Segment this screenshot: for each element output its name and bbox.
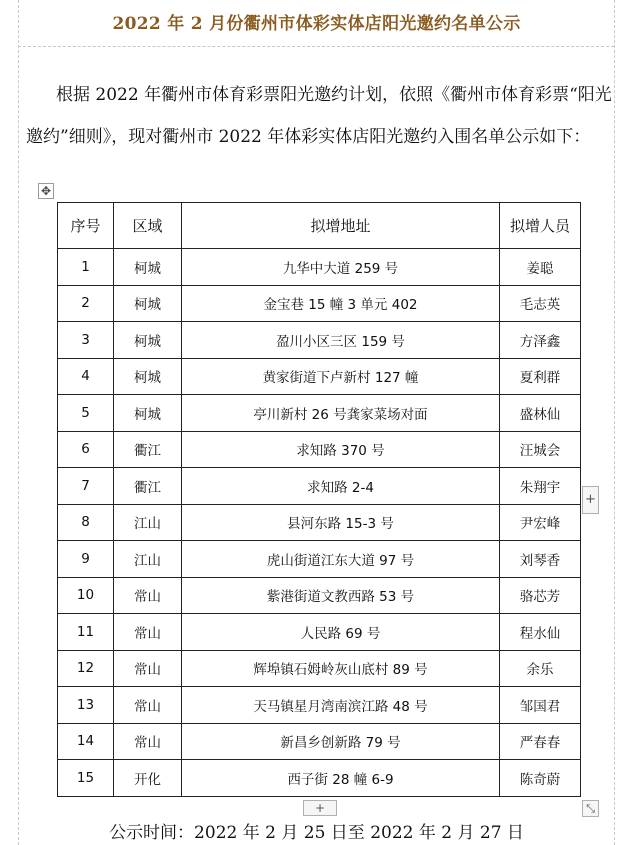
intro-paragraph-text: 根据 2022 年衢州市体育彩票阳光邀约计划，依照《衢州市体育彩票“阳光邀约”细则》，现对衢州市 2022 年体彩实体店阳光邀约入围名单公示如下： [26, 85, 612, 147]
cell-address: 九华中大道 259 号 [182, 249, 500, 286]
candidate-table [57, 202, 581, 797]
cell-person: 汪城会 [500, 431, 581, 468]
cell-region: 柯城 [114, 249, 182, 286]
cell-index: 4 [58, 358, 114, 395]
cell-address: 新昌乡创新路 79 号 [182, 723, 500, 760]
cell-address: 县河东路 15-3 号 [182, 504, 500, 541]
cell-address: 西子街 28 幢 6-9 [182, 760, 500, 797]
cell-index: 14 [58, 723, 114, 760]
cell-index: 8 [58, 504, 114, 541]
table-row [58, 322, 581, 359]
cell-address: 天马镇星月湾南滨江路 48 号 [182, 687, 500, 724]
cell-person: 余乐 [500, 650, 581, 687]
header-index: 序号 [58, 203, 114, 249]
cell-address: 辉埠镇石姆岭灰山底村 89 号 [182, 650, 500, 687]
cell-region: 常山 [114, 650, 182, 687]
cell-person: 姜聪 [500, 249, 581, 286]
cell-index: 7 [58, 468, 114, 505]
cell-address: 虎山街道江东大道 97 号 [182, 541, 500, 578]
cell-index: 5 [58, 395, 114, 432]
table-row [58, 650, 581, 687]
cell-index: 2 [58, 285, 114, 322]
cell-region: 常山 [114, 723, 182, 760]
cell-person: 夏利群 [500, 358, 581, 395]
table-row [58, 577, 581, 614]
cell-person: 刘琴香 [500, 541, 581, 578]
cell-index: 11 [58, 614, 114, 651]
table-row [58, 614, 581, 651]
cell-person: 邹国君 [500, 687, 581, 724]
cell-index: 9 [58, 541, 114, 578]
cell-person: 方泽鑫 [500, 322, 581, 359]
cell-person: 毛志英 [500, 285, 581, 322]
table-move-icon[interactable]: ✥ [38, 183, 54, 199]
cell-region: 柯城 [114, 285, 182, 322]
cell-region: 衢江 [114, 431, 182, 468]
page-margin-right [614, 0, 615, 845]
cell-address: 求知路 370 号 [182, 431, 500, 468]
header-region: 区域 [114, 203, 182, 249]
table-row [58, 431, 581, 468]
cell-region: 柯城 [114, 395, 182, 432]
header-address: 拟增地址 [182, 203, 500, 249]
table-row [58, 687, 581, 724]
cell-index: 12 [58, 650, 114, 687]
cell-region: 江山 [114, 541, 182, 578]
cell-index: 6 [58, 431, 114, 468]
cell-index: 10 [58, 577, 114, 614]
cell-address: 金宝巷 15 幢 3 单元 402 [182, 285, 500, 322]
cell-person: 程水仙 [500, 614, 581, 651]
cell-index: 1 [58, 249, 114, 286]
cell-region: 常山 [114, 687, 182, 724]
cell-index: 13 [58, 687, 114, 724]
cell-person: 严春春 [500, 723, 581, 760]
cell-address: 人民路 69 号 [182, 614, 500, 651]
table-row [58, 249, 581, 286]
table-header-row [58, 203, 581, 249]
cell-address: 紫港街道文教西路 53 号 [182, 577, 500, 614]
cell-address: 黄家街道下卢新村 127 幢 [182, 358, 500, 395]
table-resize-icon[interactable]: ⤡ [582, 800, 599, 817]
cell-region: 柯城 [114, 358, 182, 395]
cell-person: 朱翔宇 [500, 468, 581, 505]
header-person: 拟增人员 [500, 203, 581, 249]
table-row [58, 504, 581, 541]
cell-person: 尹宏峰 [500, 504, 581, 541]
add-column-button[interactable]: + [582, 486, 599, 514]
cell-person: 陈奇蔚 [500, 760, 581, 797]
cell-region: 常山 [114, 614, 182, 651]
cell-index: 15 [58, 760, 114, 797]
cell-region: 衢江 [114, 468, 182, 505]
table-row [58, 723, 581, 760]
title-divider [18, 46, 614, 47]
page-margin-left [18, 0, 19, 845]
table-row [58, 285, 581, 322]
cell-region: 江山 [114, 504, 182, 541]
cell-address: 亭川新村 26 号龚家菜场对面 [182, 395, 500, 432]
cell-region: 开化 [114, 760, 182, 797]
table-row [58, 760, 581, 797]
table-row [58, 468, 581, 505]
cell-person: 盛林仙 [500, 395, 581, 432]
publication-period: 公示时间：2022 年 2 月 25 日至 2022 年 2 月 27 日 [109, 823, 524, 843]
table-row [58, 358, 581, 395]
table-row [58, 395, 581, 432]
cell-address: 求知路 2-4 [182, 468, 500, 505]
intro-paragraph [26, 74, 614, 158]
document-title: 2022 年 2 月份衢州市体彩实体店阳光邀约名单公示 [112, 14, 521, 34]
table-row [58, 541, 581, 578]
cell-person: 骆芯芳 [500, 577, 581, 614]
cell-address: 盈川小区三区 159 号 [182, 322, 500, 359]
add-row-button[interactable]: + [303, 800, 337, 816]
cell-region: 柯城 [114, 322, 182, 359]
cell-region: 常山 [114, 577, 182, 614]
cell-index: 3 [58, 322, 114, 359]
table-body [58, 249, 581, 797]
